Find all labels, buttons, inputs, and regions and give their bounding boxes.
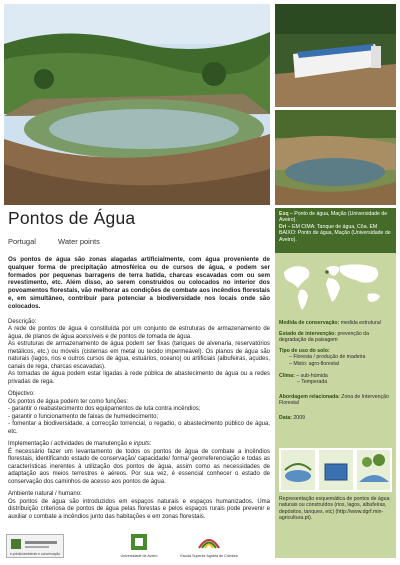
intervention-state xyxy=(279,331,393,344)
university-aveiro-label: Universidade de Aveiro xyxy=(120,554,158,558)
subtitle-country: Portugal xyxy=(8,237,36,246)
photo-credits-box xyxy=(275,208,396,253)
schematic-caption: Representação esquemática de pontos de água naturais ou construídos (rios, lagos, albufeiras, depósitos, tanques, etc) (http://www.dgrf.min-agricultura.pt). xyxy=(279,496,390,522)
conservation-measure-label: Medida de conservação: xyxy=(279,320,340,326)
environment-text: Os pontos de água são introduzidos em espaços naturais e espaços humanizados. Uma distribuição criteriosa de pontos de água pelas florestas e pelos espaços rurais pode prevenir e auxiliar o combate a incêndios junto das habitações e em zonas florestais. xyxy=(8,498,270,520)
project-logo xyxy=(6,534,64,558)
project-logo-label: e-prédio/ambiente e conservação xyxy=(9,552,61,556)
related-approach-label: Abordagem relacionada: xyxy=(279,394,340,400)
credit-right-label: Dri – xyxy=(279,223,291,230)
credit-left-label: Esq – xyxy=(279,211,293,217)
land-use-item: – Floresta / produção de madeira xyxy=(289,354,366,361)
university-aveiro-logo xyxy=(119,532,159,558)
objective-heading: Objectivo: xyxy=(8,391,35,398)
climate-item: – Temperada xyxy=(297,379,328,386)
objective-intro: Os pontos de água podem ter como funções: xyxy=(8,398,129,405)
water-points-schematic xyxy=(279,448,392,492)
date-value: 2009 xyxy=(291,415,305,421)
esac-label: Escola Superior Agrária de Coimbra xyxy=(180,554,238,558)
esac-logo xyxy=(179,532,239,558)
main-text xyxy=(8,256,270,521)
photo-water-tank xyxy=(275,4,396,107)
credit-right-text: EM CIMA: Tanque de água, Côa. EM BAIXO: Ponto de água, Mação (Universidade de Aveiro). xyxy=(279,223,391,243)
objective-item: - garantir o reabastecimento dos equipamentos de luta contra incêndios; xyxy=(8,406,201,413)
implementation-heading xyxy=(8,441,270,449)
land-use-type xyxy=(279,348,393,367)
photo-credits xyxy=(279,211,393,243)
date xyxy=(279,415,393,421)
intro-paragraph: Os pontos de água são zonas alagadas artificialmente, com água proveniente de qualquer forma de precipitação atmosférica ou de cursos de água, e podem ser formados por pequenas barragens de terra batida, charcas escavadas com ou sem revestimento, etc. Além disso, ao serem construídos ou colocados no interior dos povoamentos florestais, vão melhorar as condições de combate aos incêndios florestais e, em simultâneo, contribuir para potenciar a biodiversidade nos locais onde são colocados. xyxy=(8,256,270,310)
intervention-state-value: prevenção da degradação da paisagem xyxy=(279,331,369,344)
conservation-measure xyxy=(279,320,393,326)
footer-logos xyxy=(4,530,274,560)
implementation-text: É necessário fazer um levantamento de todos os pontos de água de combate a incêndios florestais, identificando estado de conservação/ capacidade/ forma/ georreferenciação e todas as características inerentes à utilização dos pontos de água, assim como as necessidades de adaptação aos meios terrestres e aéreos. Por sua vez, é essencial conhecer o estado de conservação dos caminhos de acesso aos pontos de água. xyxy=(8,448,270,485)
world-map xyxy=(278,258,393,316)
environment-heading: Ambiente natural / humano: xyxy=(8,491,82,498)
main-photo-pond xyxy=(4,4,270,205)
photo-pond-mação xyxy=(275,110,396,205)
climate-label: Clima: xyxy=(279,373,295,379)
info-sidebar xyxy=(275,208,396,558)
page-title: Pontos de Água xyxy=(8,208,136,228)
subtitle-english: Water points xyxy=(58,237,100,246)
implementation-heading-colon: : xyxy=(149,441,152,448)
description-p3: As tomadas de água podem estar ligadas à rede pública de abastecimento de água ou a redes privadas de rega. xyxy=(8,371,270,385)
page-subtitle xyxy=(8,237,120,246)
description-p1: A rede de pontos de água é constituída por um conjunto de estruturas de armazenamento de água, de planos de água acessíveis e de pontos de tomada de água. xyxy=(8,326,270,340)
credit-left-text: Ponto de água, Mação (Universidade de Aveiro). xyxy=(279,211,388,224)
land-use-label: Tipo de uso do solo: xyxy=(279,348,330,354)
conservation-measure-value: medida estrutural xyxy=(339,320,381,326)
land-use-item: – Misto: agro-florestal xyxy=(289,360,339,367)
description-p2: As estruturas de armazenamento de água podem ser fixas (tanques de alvenaria, reservatórios metálicos, etc.) ou móveis (cisternas em metal ou tecido impermeável). Os planos de água são naturais (lagos, rios e outros cursos de água, estuários, oceano) ou artificiais (albufeiras, açudes, canais de rega, charcas escavadas). xyxy=(8,341,270,370)
description-heading: Descrição: xyxy=(8,318,37,325)
related-approach xyxy=(279,394,393,407)
implementation-heading-text: Implementação / actividades de manutenção e xyxy=(8,441,134,448)
climate xyxy=(279,373,393,386)
date-label: Data: xyxy=(279,415,292,421)
objective-item: - fomentar a biodiversidade, a correcção torrencial, o regadio, o abastecimento público de água, etc. xyxy=(8,421,270,435)
climate-item: – sub-húmida xyxy=(294,373,328,379)
objective-item: - garantir o funcionamento de faixas de humedecimento; xyxy=(8,413,159,420)
intervention-state-label: Estado de intervenção: xyxy=(279,331,337,337)
related-approach-value: Zona de Intervenção Florestal xyxy=(279,394,389,407)
implementation-heading-inputs: inputs xyxy=(133,441,150,448)
